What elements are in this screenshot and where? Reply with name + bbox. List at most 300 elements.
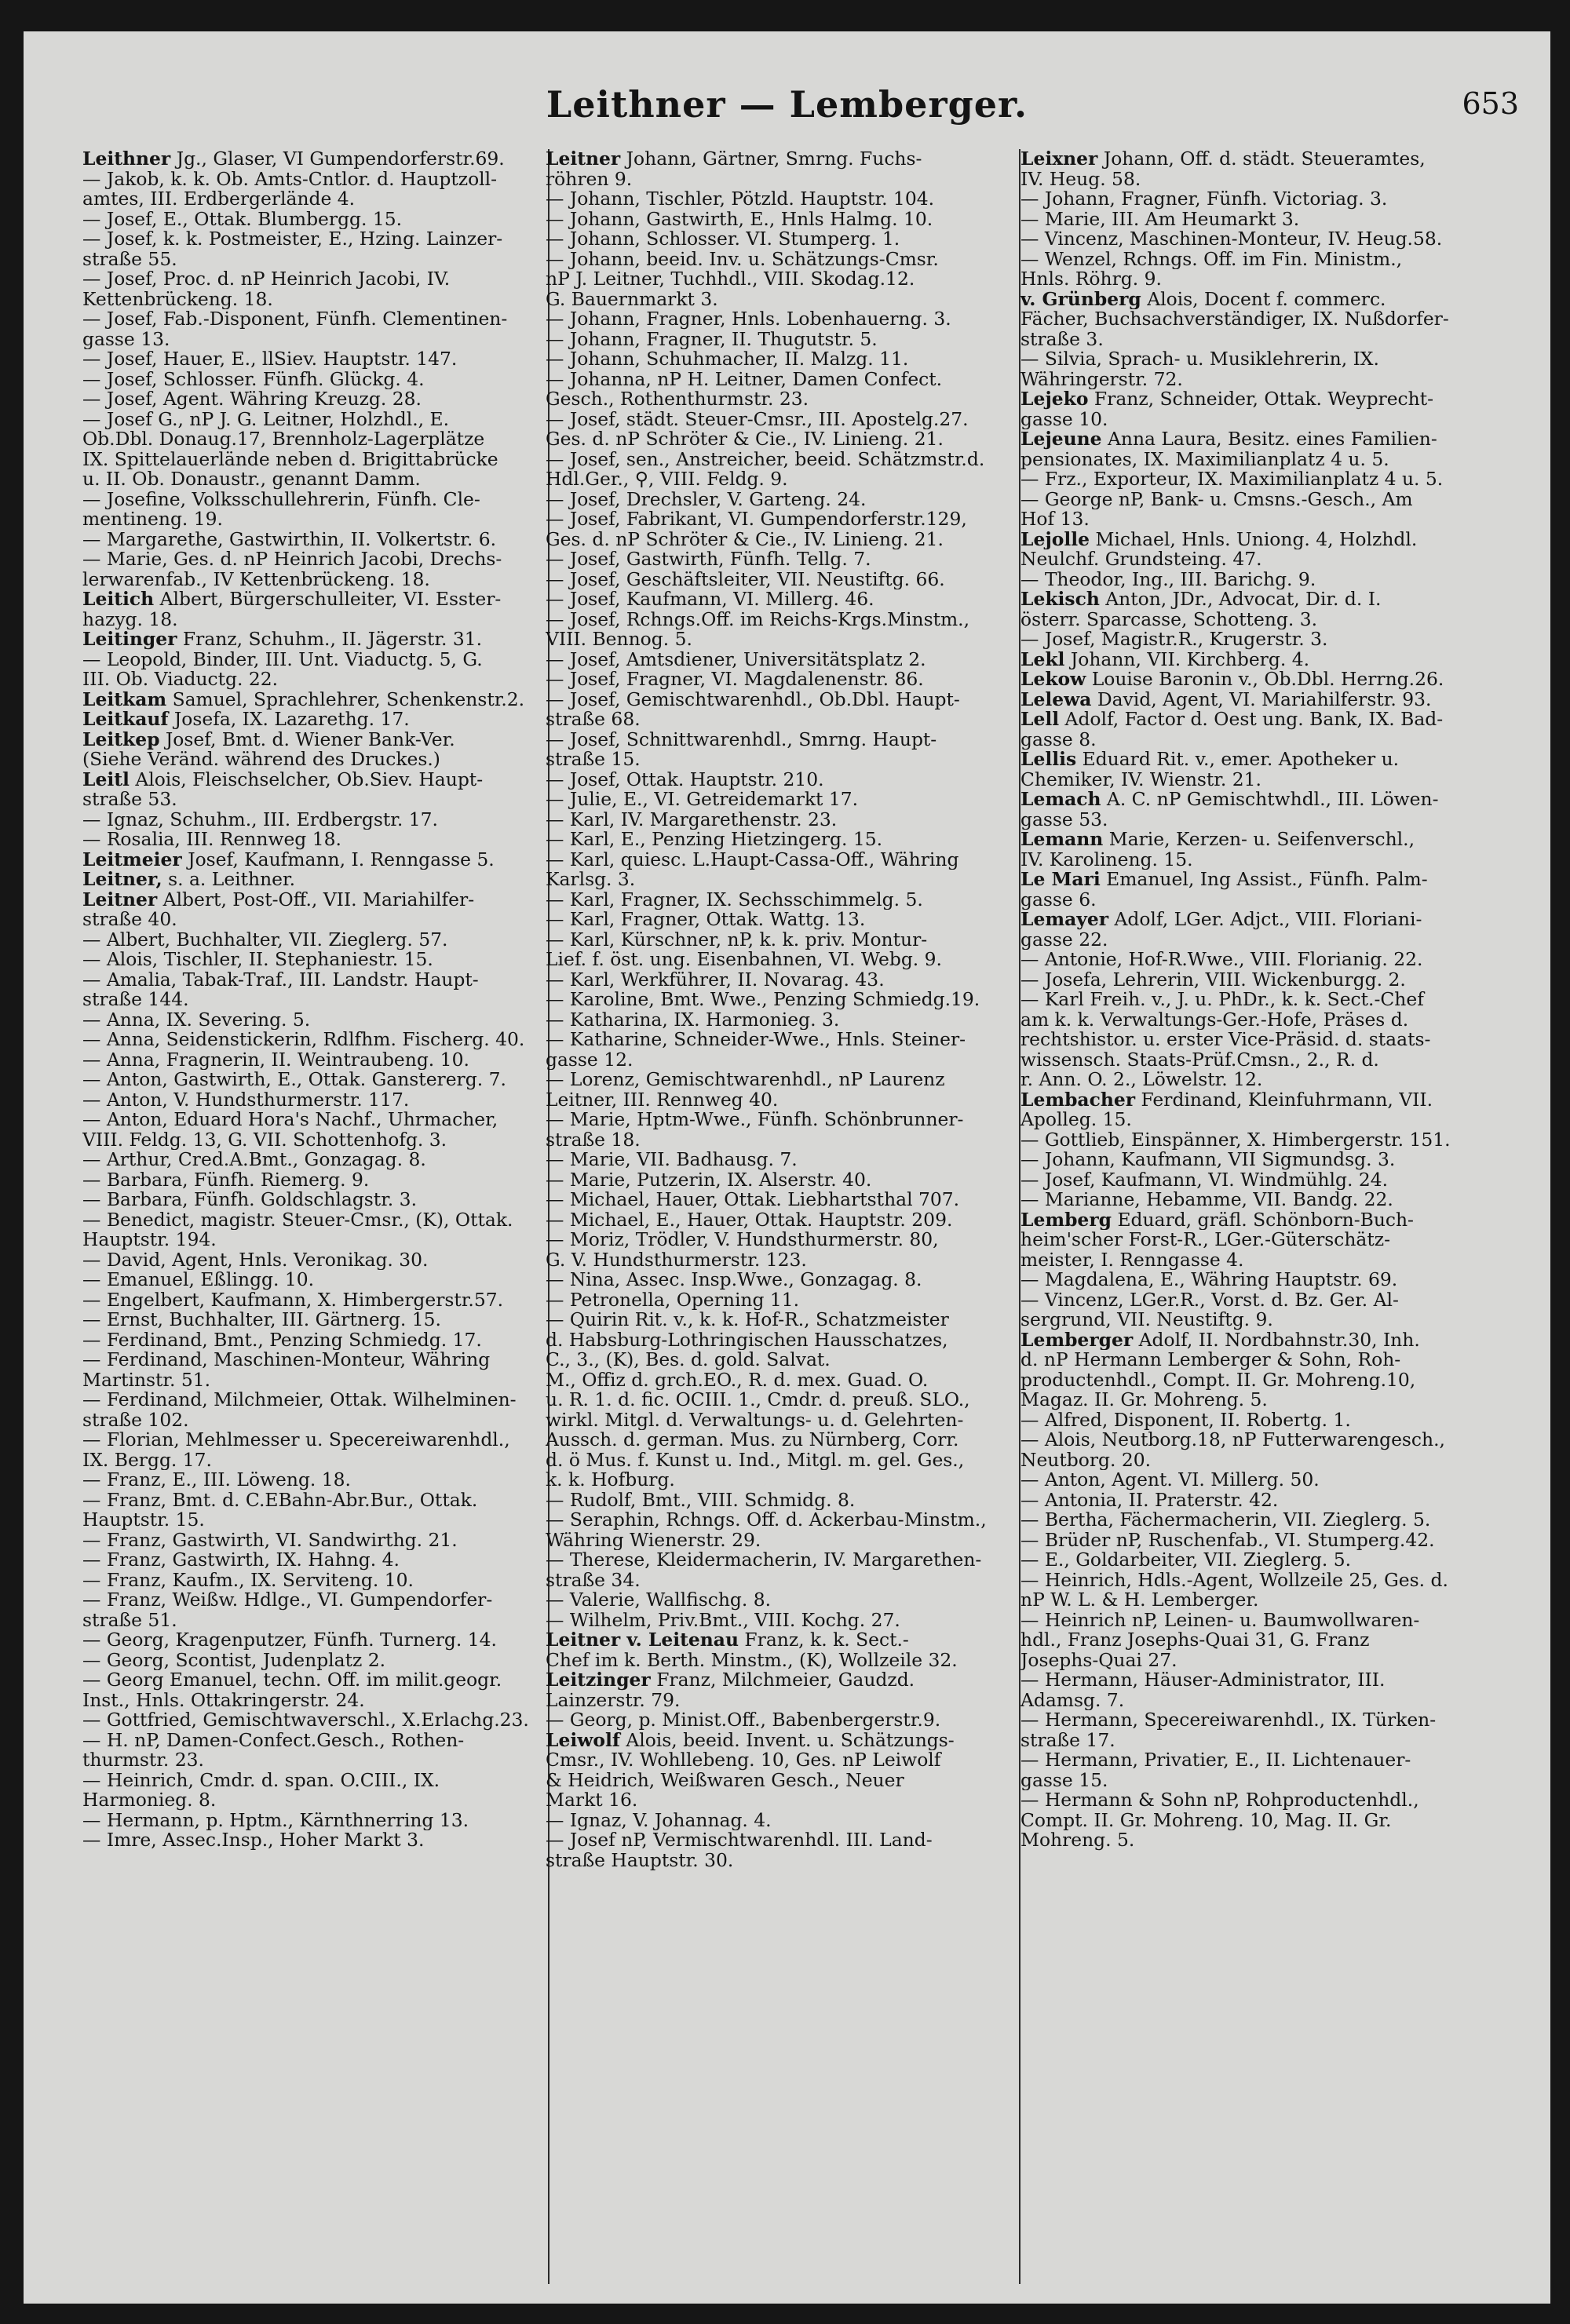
entry-text: — Vincenz, Maschinen-Monteur, IV. Heug.58. [1020,229,1443,250]
entry-text: — Karl, quiesc. L.Haupt-Cassa-Off., Währing [546,849,959,870]
directory-entry [82,1050,553,1071]
entry-text: Kettenbrückeng. 18. [82,289,273,309]
directory-entry [1020,1270,1515,1290]
entry-surname: Lekl [1020,649,1065,669]
directory-entry [82,1210,553,1231]
directory-entry [82,349,553,370]
entry-surname: v. Grünberg [1020,289,1141,309]
directory-entry [1020,890,1515,910]
entry-text: — Nina, Assec. Insp.Wwe., Gonzagag. 8. [546,1270,922,1290]
directory-entry [546,1750,1024,1771]
directory-entry [546,1210,1024,1231]
directory-entry [546,830,1024,850]
entry-text: Ob.Dbl. Donaug.17, Brennholz-Lagerplätze [82,429,485,450]
entry-text: — Michael, Hauer, Ottak. Liebhartsthal 707. [546,1190,960,1210]
directory-entry [1020,690,1515,710]
entry-text: — Petronella, Operning 11. [546,1290,800,1310]
entry-text: Lief. f. öst. ung. Eisenbahnen, VI. Webg. 9. [546,950,942,970]
directory-entry [546,589,1024,610]
directory-entry [1020,1710,1515,1731]
entry-text: — Georg, Scontist, Judenplatz 2. [82,1650,386,1670]
entry-text: Alois, Docent f. commerc. [1147,289,1386,309]
directory-entry [82,629,553,650]
directory-entry [546,1250,1024,1271]
entry-text: wissensch. Staats-Prüf.Cmsn., 2., R. d. [1020,1049,1379,1070]
entry-text: — E., Goldarbeiter, VII. Zieglerg. 5. [1020,1550,1352,1571]
directory-entry [546,950,1024,970]
entry-text: — George nP, Bank- u. Cmsns.-Gesch., Am [1020,489,1413,509]
directory-entry [546,229,1024,250]
entry-text: — Anton, V. Hundsthurmerstr. 117. [82,1089,410,1110]
directory-entry [546,1290,1024,1311]
directory-entry [1020,1210,1515,1231]
entry-text: Compt. II. Gr. Mohreng. 10, Mag. II. Gr. [1020,1810,1392,1830]
directory-entry [546,1230,1024,1250]
directory-entry [1020,1090,1515,1111]
directory-entry [82,1830,553,1851]
directory-entry [82,490,553,510]
directory-entry [1020,1250,1515,1271]
directory-entry [1020,669,1515,690]
directory-entry [82,330,553,350]
entry-text: — Josef G., nP J. G. Leitner, Holzhdl., E. [82,409,450,429]
entry-surname: Lembacher [1020,1089,1136,1110]
directory-entry [1020,429,1515,450]
directory-entry [546,490,1024,510]
entry-text: — Arthur, Cred.A.Bmt., Gonzagag. 8. [82,1150,426,1170]
directory-entry [546,469,1024,490]
entry-text: hdl., Franz Josephs-Quai 31, G. Franz [1020,1630,1370,1651]
entry-text: — Josef, Proc. d. nP Heinrich Jacobi, IV. [82,269,451,290]
directory-entry [82,1070,553,1090]
directory-entry [546,1490,1024,1511]
entry-text: straße 17. [1020,1730,1115,1750]
directory-entry [1020,1830,1515,1851]
entry-text: d. nP Hermann Lemberger & Sohn, Roh- [1020,1350,1401,1370]
entry-text: — Josef, Hauer, E., llSiev. Hauptstr. 147. [82,349,458,370]
directory-entry [1020,1010,1515,1031]
directory-entry [1020,810,1515,830]
entry-text: Josef, Bmt. d. Wiener Bank-Ver. [165,729,455,750]
entry-text: thurmstr. 23. [82,1750,204,1771]
directory-entry [546,930,1024,950]
entry-text: — Karl, Kürschner, nP, k. k. priv. Montur- [546,929,928,950]
entry-text: — Albert, Buchhalter, VII. Zieglerg. 57. [82,929,448,950]
directory-entry [546,1470,1024,1490]
directory-entry [1020,750,1515,770]
entry-text: Chef im k. Berth. Minstm., (K), Wollzeile 32. [546,1650,958,1670]
entry-text: — Marie, Putzerin, IX. Alserstr. 40. [546,1169,872,1190]
entry-surname: Leitner, [82,870,162,890]
entry-surname: Leitich [82,589,155,610]
entry-text: straße 18. [546,1129,641,1150]
directory-entry [546,1110,1024,1130]
entry-text: — Johann, Fragner, Hnls. Lobenhauerng. 3. [546,309,951,330]
entry-text: — Wilhelm, Priv.Bmt., VIII. Kochg. 27. [546,1610,900,1630]
directory-entry [546,1651,1024,1671]
entry-text: — Engelbert, Kaufmann, X. Himbergerstr.57. [82,1290,504,1310]
entry-text: Franz, Milchmeier, Gaudzd. [656,1670,915,1691]
directory-entry [546,1410,1024,1431]
entry-surname: Leixner [1020,149,1098,170]
entry-text: — Ignaz, V. Johannag. 4. [546,1810,772,1830]
directory-entry [1020,1190,1515,1210]
directory-entry [1020,1110,1515,1130]
directory-entry [1020,629,1515,650]
directory-entry [82,1670,553,1691]
entry-text: Jg., Glaser, VI Gumpendorferstr.69. [176,149,505,170]
directory-entry [82,1550,553,1571]
entry-text: Leitner, III. Rennweg 40. [546,1089,779,1110]
directory-entry [546,429,1024,450]
directory-entry [82,1030,553,1050]
directory-entry [1020,1330,1515,1351]
directory-entry [546,1130,1024,1151]
entry-text: — Anna, Fragnerin, II. Weintraubeng. 10. [82,1049,469,1070]
entry-text: — Michael, E., Hauer, Ottak. Hauptstr. 209. [546,1209,953,1230]
entry-text: — H. nP, Damen-Confect.Gesch., Rothen- [82,1730,465,1750]
entry-text: Emanuel, Ing Assist., Fünfh. Palm- [1106,870,1428,890]
entry-text: — Karl, Fragner, Ottak. Wattg. 13. [546,910,866,930]
directory-entry [1020,149,1515,170]
directory-entry [546,1851,1024,1871]
entry-text: — Josef, sen., Anstreicher, beeid. Schätzmstr.d. [546,449,985,469]
entry-text: — Johann, Fragner, II. Thugutstr. 5. [546,329,878,349]
entry-text: Eduard Rit. v., emer. Apotheker u. [1082,750,1400,770]
entry-text: Mohreng. 5. [1020,1830,1135,1851]
entry-surname: Lekow [1020,669,1086,690]
directory-entry [1020,1771,1515,1791]
entry-text: u. II. Ob. Donaustr., genannt Damm. [82,469,421,490]
entry-text: straße 53. [82,790,177,810]
directory-entry [82,1130,553,1151]
entry-text: — Marie, III. Am Heumarkt 3. [1020,209,1300,229]
entry-text: Albert, Post-Off., VII. Mariahilfer- [162,889,475,910]
entry-surname: Lejeune [1020,429,1102,450]
entry-surname: Lejolle [1020,529,1090,549]
directory-entry [82,149,553,170]
directory-entry [1020,770,1515,790]
entry-text: — Hermann, Privatier, E., II. Lichtenauer- [1020,1750,1411,1771]
entry-text: gasse 15. [1020,1770,1108,1790]
entry-text: r. Ann. O. 2., Löwelstr. 12. [1020,1070,1263,1090]
directory-entry [82,669,553,690]
entry-text: — Florian, Mehlmesser u. Specereiwarenhdl., [82,1430,510,1450]
directory-entry [82,790,553,810]
entry-surname: Lell [1020,710,1060,730]
directory-entry [1020,710,1515,730]
entry-text: VIII. Feldg. 13, G. VII. Schottenhofg. 3. [82,1129,447,1150]
directory-entry [1020,250,1515,270]
entry-text: Lainzerstr. 79. [546,1690,681,1710]
directory-entry [546,870,1024,890]
entry-text: — Josef, Drechsler, V. Garteng. 24. [546,489,867,509]
entry-text: Apolleg. 15. [1020,1110,1132,1130]
directory-entry [546,330,1024,350]
directory-entry [546,1571,1024,1591]
directory-entry [1020,1750,1515,1771]
entry-text: — Moriz, Trödler, V. Hundsthurmerstr. 80, [546,1230,939,1250]
entry-text: Eduard, gräfl. Schönborn-Buch- [1117,1209,1414,1230]
entry-text: Johann, VII. Kirchberg. 4. [1070,649,1310,669]
directory-entry [82,610,553,630]
directory-entry [546,309,1024,330]
entry-text: k. k. Hofburg. [546,1470,675,1490]
directory-entry [1020,1230,1515,1250]
entry-text: Franz, Schneider, Ottak. Weyprecht- [1094,389,1434,410]
directory-entry [82,1170,553,1191]
entry-text: — Ferdinand, Maschinen-Monteur, Währing [82,1350,491,1370]
directory-entry [546,1550,1024,1571]
directory-entry [546,549,1024,570]
entry-text: Samuel, Sprachlehrer, Schenkenstr.2. [172,689,525,710]
entry-text: Adamsg. 7. [1020,1690,1125,1710]
directory-entry [1020,1410,1515,1431]
directory-entry [1020,1070,1515,1090]
entry-text: — Magdalena, E., Währing Hauptstr. 69. [1020,1270,1398,1290]
directory-entry [82,1090,553,1111]
entry-text: — Brüder nP, Ruschenfab., VI. Stumperg.42. [1020,1530,1435,1550]
directory-entry [82,990,553,1010]
entry-text: — Karoline, Bmt. Wwe., Penzing Schmiedg.19. [546,990,980,1010]
directory-entry [546,650,1024,670]
entry-text: Anton, JDr., Advocat, Dir. d. I. [1105,589,1382,610]
directory-entry [82,1230,553,1250]
entry-surname: Leitkauf [82,710,169,730]
entry-text: C., 3., (K), Bes. d. gold. Salvat. [546,1350,831,1370]
directory-entry [546,1330,1024,1351]
directory-entry [546,710,1024,730]
directory-entry [82,850,553,870]
entry-text: — Hermann, Specereiwarenhdl., IX. Türken- [1020,1710,1437,1731]
entry-surname: Leitkep [82,729,160,750]
entry-surname: Leitinger [82,629,177,650]
directory-entry [546,250,1024,270]
directory-entry [82,1590,553,1611]
entry-text: — Johann, Tischler, Pötzld. Hauptstr. 104. [546,189,935,210]
entry-text: — Alois, Tischler, II. Stephaniestr. 15. [82,950,433,970]
directory-entry [82,1190,553,1210]
directory-entry [546,629,1024,650]
entry-text: — Karl, IV. Margarethenstr. 23. [546,809,838,830]
entry-text: — Karl, Werkführer, II. Novarag. 43. [546,969,885,990]
entry-text: — Anna, Seidenstickerin, Rdlfhm. Fischerg. 40. [82,1030,525,1050]
directory-entry [546,1830,1024,1851]
entry-text: A. C. nP Gemischtwhdl., III. Löwen- [1106,790,1439,810]
directory-entry [1020,269,1515,290]
entry-text: — Josef, Amtsdiener, Universitätsplatz 2. [546,649,926,669]
entry-text: — Josef, Magistr.R., Krugerstr. 3. [1020,629,1328,650]
directory-entry [82,1370,553,1391]
entry-text: straße 144. [82,990,189,1010]
directory-page [24,31,1550,2304]
entry-text: Hauptstr. 194. [82,1230,217,1250]
entry-text: — Heinrich, Hdls.-Agent, Wollzeile 25, Ges. d. [1020,1570,1448,1590]
directory-entry [1020,290,1515,310]
directory-entry [82,1270,553,1290]
directory-entry [1020,490,1515,510]
entry-text: Franz, Schuhm., II. Jägerstr. 31. [182,629,483,650]
directory-entry [1020,1510,1515,1530]
directory-entry [546,1811,1024,1831]
column-2 [546,149,1024,2284]
directory-entry [546,389,1024,410]
entry-text: — Hermann & Sohn nP, Rohproductenhdl., [1020,1790,1419,1811]
directory-entry [82,229,553,250]
directory-entry [1020,1310,1515,1330]
entry-text: — Heinrich nP, Leinen- u. Baumwollwaren- [1020,1610,1420,1630]
entry-text: — Hermann, Häuser-Administrator, III. [1020,1670,1386,1691]
directory-entry [1020,790,1515,810]
directory-entry [1020,1550,1515,1571]
entry-text: — Ernst, Buchhalter, III. Gärtnerg. 15. [82,1310,441,1330]
directory-entry [546,1530,1024,1551]
directory-entry [82,1691,553,1711]
entry-text: heim'scher Forst-R., LGer.-Güterschätz- [1020,1230,1390,1250]
directory-entry [82,290,553,310]
directory-entry [82,370,553,390]
entry-surname: Leitkam [82,689,167,710]
running-title: Leithner — Lemberger. [546,83,1028,126]
directory-entry [1020,930,1515,950]
directory-entry [546,750,1024,770]
entry-surname: Lellis [1020,750,1077,770]
entry-text: Neulchf. Grundsteing. 47. [1020,549,1262,570]
directory-entry [82,690,553,710]
directory-entry [1020,1370,1515,1391]
directory-entry [1020,870,1515,890]
entry-text: IV. Heug. 58. [1020,169,1141,189]
directory-entry [1020,910,1515,930]
entry-text: — Margarethe, Gastwirthin, II. Volkertstr. 6. [82,529,497,549]
directory-entry [1020,610,1515,630]
directory-entry [1020,330,1515,350]
directory-entry [546,210,1024,230]
directory-entry [82,309,553,330]
directory-entry [82,970,553,991]
entry-text: Alois, beeid. Invent. u. Schätzungs- [626,1730,955,1750]
directory-entry [82,1110,553,1130]
entry-text: — Theodor, Ing., III. Barichg. 9. [1020,569,1316,589]
entry-text: Aussch. d. german. Mus. zu Nürnberg, Corr. [546,1430,959,1450]
entry-text: Cmsr., IV. Wohllebeng. 10, Ges. nP Leiwolf [546,1750,941,1771]
entry-text: — Josef, Fab.-Disponent, Fünfh. Clementinen- [82,309,508,330]
entry-text: straße 68. [546,710,641,730]
directory-entry [82,1771,553,1791]
entry-text: — Rudolf, Bmt., VIII. Schmidg. 8. [546,1490,856,1510]
directory-entry [546,1050,1024,1071]
entry-text: — Johanna, nP H. Leitner, Damen Confect. [546,369,943,389]
entry-text: s. a. Leithner. [168,870,296,890]
directory-entry [1020,1811,1515,1831]
entry-text: — Josef, Gastwirth, Fünfh. Tellg. 7. [546,549,871,570]
directory-entry [546,1310,1024,1330]
directory-entry [82,730,553,750]
directory-entry [546,810,1024,830]
directory-entry [546,850,1024,870]
directory-entry [1020,410,1515,430]
entry-text: Michael, Hnls. Uniong. 4, Holzhdl. [1095,529,1418,549]
directory-entry [546,189,1024,210]
entry-surname: Leitzinger [546,1670,651,1691]
entry-text: Chemiker, IV. Wienstr. 21. [1020,769,1261,790]
entry-text: IX. Bergg. 17. [82,1450,212,1470]
directory-entry [82,450,553,470]
entry-text: straße 15. [546,750,641,770]
entry-text: — Alois, Neutborg.18, nP Futterwarengesch., [1020,1430,1445,1450]
entry-text: Gesch., Rothenthurmstr. 23. [546,389,809,410]
entry-text: — Georg Emanuel, techn. Off. im milit.geogr. [82,1670,502,1691]
entry-text: — Johann, Schlosser. VI. Stumperg. 1. [546,229,900,250]
directory-entry [546,1390,1024,1410]
entry-surname: Lemberg [1020,1209,1112,1230]
entry-text: — Leopold, Binder, III. Unt. Viaductg. 5, G. [82,649,483,669]
directory-entry [1020,1050,1515,1071]
directory-entry [1020,450,1515,470]
entry-text: Franz, k. k. Sect.- [744,1630,909,1651]
directory-entry [546,370,1024,390]
directory-entry [546,1611,1024,1631]
directory-entry [82,750,553,770]
directory-entry [546,1170,1024,1191]
entry-surname: Lelewa [1020,689,1092,710]
entry-text: Anna Laura, Besitz. eines Familien- [1108,429,1437,450]
directory-entry [82,1710,553,1731]
directory-entry [1020,189,1515,210]
entry-text: Währingerstr. 72. [1020,369,1183,389]
directory-entry [546,450,1024,470]
entry-surname: Leiwolf [546,1730,620,1750]
entry-text: — Josef, Rchngs.Off. im Reichs-Krgs.Minstm., [546,609,970,629]
entry-text: Hnls. Röhrg. 9. [1020,269,1162,290]
entry-text: österr. Sparcasse, Schotteng. 3. [1020,609,1318,629]
directory-entry [1020,1130,1515,1151]
entry-text: — Karl, E., Penzing Hietzingerg. 15. [546,830,883,850]
entry-text: Markt 16. [546,1790,638,1811]
directory-entry [1020,309,1515,330]
page-number: 653 [1462,86,1519,121]
entry-text: rechtshistor. u. erster Vice-Präsid. d. staats- [1020,1030,1431,1050]
entry-text: straße 3. [1020,329,1104,349]
directory-entry [1020,1170,1515,1191]
entry-text: nP W. L. & H. Lemberger. [1020,1590,1259,1611]
entry-text: — Josefine, Volksschullehrerin, Fünfh. Cle- [82,489,480,509]
entry-text: Josefa, IX. Lazarethg. 17. [173,710,410,730]
entry-text: — Katharine, Schneider-Wwe., Hnls. Steiner- [546,1030,966,1050]
directory-entry [546,1370,1024,1391]
directory-entry [82,830,553,850]
entry-text: pensionates, IX. Maximilianplatz 4 u. 5. [1020,449,1389,469]
directory-entry [546,770,1024,790]
entry-text: Neutborg. 20. [1020,1450,1152,1470]
directory-entry [1020,1290,1515,1311]
directory-entry [1020,229,1515,250]
entry-text: meister, I. Renngasse 4. [1020,1250,1244,1270]
entry-text: — Josef, Agent. Währing Kreuzg. 28. [82,389,422,410]
directory-entry [82,269,553,290]
entry-text: — Josef, Fragner, VI. Magdalenenstr. 86. [546,669,924,690]
directory-entry [82,1410,553,1431]
entry-surname: Leitner [546,149,621,170]
entry-text: gasse 13. [82,329,170,349]
entry-text: IV. Karolineng. 15. [1020,849,1193,870]
directory-entry [82,410,553,430]
entry-text: — Alfred, Disponent, II. Robertg. 1. [1020,1410,1351,1430]
directory-entry [1020,1350,1515,1370]
entry-text: Karlsg. 3. [546,870,636,890]
entry-text: — Franz, Gastwirth, IX. Hahng. 4. [82,1550,400,1571]
directory-entry [1020,830,1515,850]
